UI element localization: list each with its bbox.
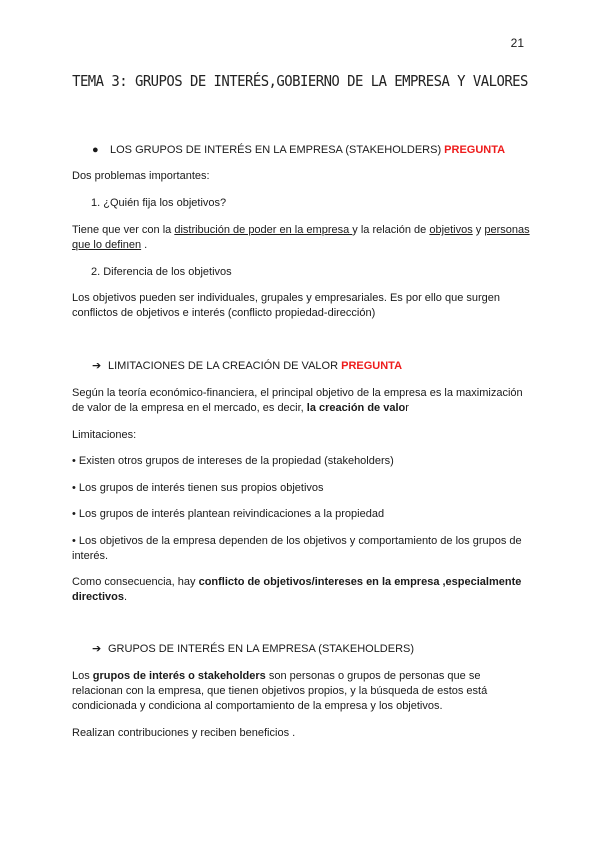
text-span: son personas o grupos de personas que se relacionan con la empresa, que tienen objetivos propios, y la búsqueda de estos está condicionada y condiciona al comportamiento de la empresa y los objetivos. xyxy=(72,670,488,712)
section-1-heading-text: LOS GRUPOS DE INTERÉS EN LA EMPRESA (STAKEHOLDERS) xyxy=(110,144,442,156)
text-span: y la relación de xyxy=(352,224,430,236)
limitation-item: • Los grupos de interés tienen sus propios objetivos xyxy=(72,482,324,494)
text-span: Tiene que ver con la xyxy=(72,224,175,236)
paragraph-conclusion xyxy=(72,575,532,605)
bold-text: la creación de valo xyxy=(306,402,406,414)
text-span: r xyxy=(405,402,409,414)
page-title: TEMA 3: GRUPOS DE INTERÉS,GOBIERNO DE LA EMPRESA Y VALORES xyxy=(72,72,528,90)
pregunta-tag: PREGUNTA xyxy=(444,144,506,156)
underlined-text: distribución de poder en la empresa xyxy=(174,224,353,236)
bullet-icon: ● xyxy=(92,144,99,156)
paragraph-contributions: Realizan contribuciones y reciben beneficios . xyxy=(72,727,296,739)
section-3-heading xyxy=(92,642,414,657)
section-2-heading xyxy=(92,359,402,374)
section-1-heading xyxy=(92,143,505,158)
underlined-text: personas que lo definen xyxy=(72,224,530,251)
limitation-item: • Los objetivos de la empresa dependen de los objetivos y comportamiento de los grupos de interés. xyxy=(72,535,522,562)
intro-text: Dos problemas importantes: xyxy=(72,170,210,182)
paragraph-stakeholders xyxy=(72,669,532,714)
list-item-1: 1. ¿Quién fija los objetivos? xyxy=(91,197,227,209)
section-2-heading-text: LIMITACIONES DE LA CREACIÓN DE VALOR xyxy=(108,360,339,372)
underlined-text: objetivos xyxy=(429,224,473,236)
pregunta-tag: PREGUNTA xyxy=(341,360,403,372)
text-span: Según la teoría económico-financiera, el principal objetivo de la empresa es la maximización de valor de la empresa en el mercado, es decir, xyxy=(72,387,523,414)
limitations-label: Limitaciones: xyxy=(72,429,137,441)
paragraph-objectives: Los objetivos pueden ser individuales, grupales y empresariales. Es por ello que surgen conflictos de objetivos e interés (conflicto propiedad-dirección) xyxy=(72,292,501,319)
list-item-2: 2. Diferencia de los objetivos xyxy=(91,266,232,278)
paragraph-value-creation xyxy=(72,386,532,416)
text-span: . xyxy=(141,239,148,251)
text-span: . xyxy=(123,591,128,603)
page-number: 21 xyxy=(510,36,524,50)
section-3-heading-text: GRUPOS DE INTERÉS EN LA EMPRESA (STAKEHOLDERS) xyxy=(108,643,415,655)
bold-text: grupos de interés o stakeholders xyxy=(92,670,266,682)
text-span: y xyxy=(472,224,485,236)
limitation-item: • Los grupos de interés plantean reivindicaciones a la propiedad xyxy=(72,508,385,520)
paragraph-power xyxy=(72,223,532,253)
arrow-icon: ➔ xyxy=(92,643,102,655)
text-span: Los xyxy=(72,670,93,682)
bold-text: conflicto de objetivos/intereses en la empresa ,especialmente directivos xyxy=(72,576,522,603)
limitation-item: • Existen otros grupos de intereses de la propiedad (stakeholders) xyxy=(72,455,394,467)
arrow-icon: ➔ xyxy=(92,360,102,372)
text-span: Como consecuencia, hay xyxy=(72,576,199,588)
